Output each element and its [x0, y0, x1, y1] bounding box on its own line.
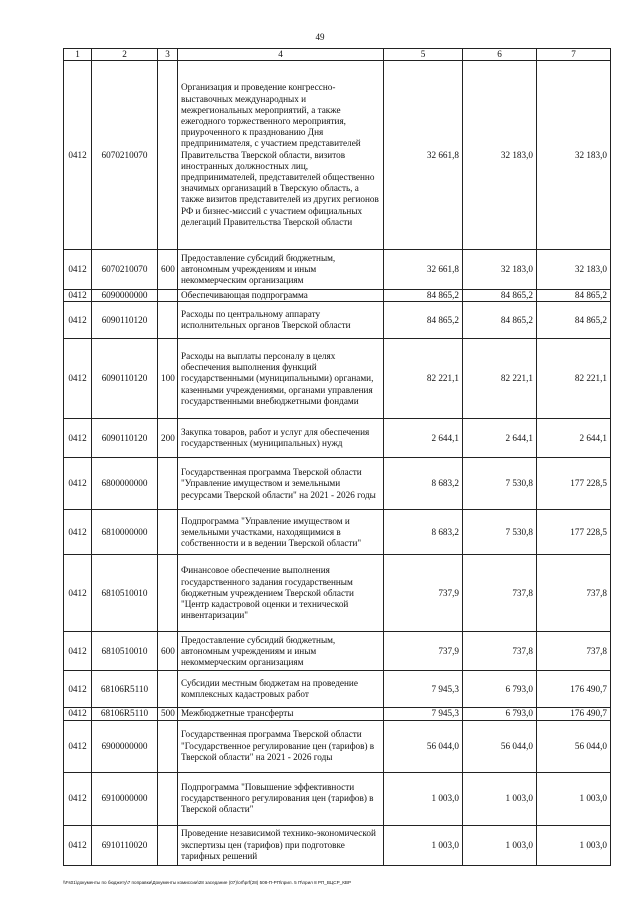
item-name: Межбюджетные трансферты: [178, 708, 384, 720]
item-name: Финансовое обеспечение выполнения государственного задания государственным бюджетным учреждением Тверской области "Центр кадастровой оценки и технической инвентаризации": [178, 555, 384, 632]
column-header: 7: [537, 49, 611, 61]
amount-col5: 8 683,2: [384, 458, 463, 510]
amount-col6: 7 530,8: [463, 458, 537, 510]
section-code: 0412: [64, 302, 92, 339]
column-header: 2: [92, 49, 158, 61]
table-row: [64, 302, 611, 339]
expense-type-code: 200: [158, 419, 178, 458]
amount-col6: 32 183,0: [463, 61, 537, 250]
item-name: Обеспечивающая подпрограмма: [178, 290, 384, 302]
column-header: 5: [384, 49, 463, 61]
amount-col6: 737,8: [463, 555, 537, 632]
table-row: [64, 671, 611, 708]
amount-col7: 737,8: [537, 632, 611, 671]
table-row: [64, 555, 611, 632]
table-row: [64, 708, 611, 720]
amount-col6: 6 793,0: [463, 671, 537, 708]
amount-col5: 8 683,2: [384, 510, 463, 555]
section-code: 0412: [64, 61, 92, 250]
table-row: [64, 419, 611, 458]
item-name: Организация и проведение конгрессно-выставочных международных и межрегиональных мероприятий, а также ежегодного торжественного мероприятия, приуроченного к празднованию Дня предпринимателя, с участием представителей Правительства Тверской области, визитов иностранных должностных лиц, предпринимателей, представителей общественно значимых организаций в Тверскую область, а также визитов представителей из других регионов РФ и бизнес-миссий с участием официальных делегаций Правительства Тверской области: [178, 61, 384, 250]
amount-col5: 84 865,2: [384, 302, 463, 339]
amount-col7: 2 644,1: [537, 419, 611, 458]
amount-col5: 1 003,0: [384, 825, 463, 865]
table-row: [64, 825, 611, 865]
column-header: 3: [158, 49, 178, 61]
target-article-code: 6810510010: [92, 555, 158, 632]
expense-type-code: [158, 825, 178, 865]
target-article-code: 6900000000: [92, 720, 158, 772]
section-code: 0412: [64, 510, 92, 555]
section-code: 0412: [64, 772, 92, 825]
target-article-code: 68106R5110: [92, 708, 158, 720]
table-row: [64, 250, 611, 290]
section-code: 0412: [64, 458, 92, 510]
expense-type-code: 600: [158, 632, 178, 671]
amount-col5: 7 945,3: [384, 708, 463, 720]
column-header: 4: [178, 49, 384, 61]
item-name: Предоставление субсидий бюджетным, автономным учреждениям и иным некоммерческим организациям: [178, 250, 384, 290]
amount-col5: 7 945,3: [384, 671, 463, 708]
amount-col6: 6 793,0: [463, 708, 537, 720]
target-article-code: 6800000000: [92, 458, 158, 510]
expense-type-code: 500: [158, 708, 178, 720]
table-row: [64, 61, 611, 250]
amount-col6: 84 865,2: [463, 302, 537, 339]
budget-table: [63, 48, 611, 866]
item-name: Предоставление субсидий бюджетным, автономным учреждениям и иным некоммерческим организациям: [178, 632, 384, 671]
expense-type-code: [158, 555, 178, 632]
file-path-footer: \\Fs01\документы по бюджету\7 поправки\Документы комиссии\28 заседание (07)\orf\prf(28) 508-П-РП\прил. 5 П\прил 8 РП_ВЦСР_КВР: [63, 880, 352, 885]
amount-col7: 1 003,0: [537, 772, 611, 825]
target-article-code: 6070210070: [92, 61, 158, 250]
expense-type-code: [158, 290, 178, 302]
amount-col6: 1 003,0: [463, 772, 537, 825]
target-article-code: 6910110020: [92, 825, 158, 865]
section-code: 0412: [64, 671, 92, 708]
section-code: 0412: [64, 339, 92, 419]
amount-col5: 82 221,1: [384, 339, 463, 419]
amount-col5: 2 644,1: [384, 419, 463, 458]
expense-type-code: [158, 772, 178, 825]
column-header: 1: [64, 49, 92, 61]
item-name: Проведение независимой технико-экономической экспертизы цен (тарифов) при подготовке тарифных решений: [178, 825, 384, 865]
section-code: 0412: [64, 290, 92, 302]
expense-type-code: [158, 671, 178, 708]
amount-col6: 82 221,1: [463, 339, 537, 419]
amount-col5: 56 044,0: [384, 720, 463, 772]
expense-type-code: [158, 61, 178, 250]
amount-col7: 1 003,0: [537, 825, 611, 865]
target-article-code: 6090110120: [92, 302, 158, 339]
amount-col5: 737,9: [384, 632, 463, 671]
item-name: Подпрограмма "Управление имуществом и земельными участками, находящимися в собственности и в ведении Тверской области": [178, 510, 384, 555]
amount-col7: 177 228,5: [537, 510, 611, 555]
item-name: Расходы по центральному аппарату исполнительных органов Тверской области: [178, 302, 384, 339]
expense-type-code: [158, 510, 178, 555]
target-article-code: 6070210070: [92, 250, 158, 290]
table-row: [64, 720, 611, 772]
amount-col5: 1 003,0: [384, 772, 463, 825]
item-name: Расходы на выплаты персоналу в целях обеспечения выполнения функций государственными (муниципальными) органами, казенными учреждениями, органами управления государственными внебюджетными фондами: [178, 339, 384, 419]
item-name: Государственная программа Тверской области "Государственное регулирование цен (тарифов) в Тверской области" на 2021 - 2026 годы: [178, 720, 384, 772]
section-code: 0412: [64, 555, 92, 632]
amount-col6: 737,8: [463, 632, 537, 671]
table-row: [64, 339, 611, 419]
table-row: [64, 290, 611, 302]
target-article-code: 6810510010: [92, 632, 158, 671]
expense-type-code: [158, 458, 178, 510]
amount-col5: 737,9: [384, 555, 463, 632]
amount-col7: 176 490,7: [537, 671, 611, 708]
section-code: 0412: [64, 825, 92, 865]
column-header: 6: [463, 49, 537, 61]
section-code: 0412: [64, 250, 92, 290]
amount-col6: 84 865,2: [463, 290, 537, 302]
amount-col7: 82 221,1: [537, 339, 611, 419]
target-article-code: 68106R5110: [92, 671, 158, 708]
section-code: 0412: [64, 708, 92, 720]
amount-col6: 7 530,8: [463, 510, 537, 555]
target-article-code: 6910000000: [92, 772, 158, 825]
section-code: 0412: [64, 720, 92, 772]
expense-type-code: [158, 302, 178, 339]
amount-col7: 84 865,2: [537, 302, 611, 339]
table-row: [64, 510, 611, 555]
target-article-code: 6090110120: [92, 419, 158, 458]
amount-col7: 737,8: [537, 555, 611, 632]
item-name: Закупка товаров, работ и услуг для обеспечения государственных (муниципальных) нужд: [178, 419, 384, 458]
amount-col5: 32 661,8: [384, 61, 463, 250]
expense-type-code: 100: [158, 339, 178, 419]
table-row: [64, 772, 611, 825]
expense-type-code: 600: [158, 250, 178, 290]
amount-col7: 177 228,5: [537, 458, 611, 510]
target-article-code: 6090000000: [92, 290, 158, 302]
table-row: [64, 632, 611, 671]
target-article-code: 6090110120: [92, 339, 158, 419]
header-row: [64, 49, 611, 61]
amount-col5: 84 865,2: [384, 290, 463, 302]
amount-col7: 176 490,7: [537, 708, 611, 720]
table-row: [64, 458, 611, 510]
amount-col6: 32 183,0: [463, 250, 537, 290]
amount-col6: 1 003,0: [463, 825, 537, 865]
section-code: 0412: [64, 419, 92, 458]
target-article-code: 6810000000: [92, 510, 158, 555]
amount-col6: 56 044,0: [463, 720, 537, 772]
item-name: Субсидии местным бюджетам на проведение комплексных кадастровых работ: [178, 671, 384, 708]
amount-col7: 32 183,0: [537, 250, 611, 290]
page-number: 49: [315, 32, 325, 42]
amount-col7: 84 865,2: [537, 290, 611, 302]
item-name: Подпрограмма "Повышение эффективности государственного регулирования цен (тарифов) в Тверской области": [178, 772, 384, 825]
amount-col7: 56 044,0: [537, 720, 611, 772]
section-code: 0412: [64, 632, 92, 671]
amount-col5: 32 661,8: [384, 250, 463, 290]
amount-col6: 2 644,1: [463, 419, 537, 458]
item-name: Государственная программа Тверской области "Управление имуществом и земельными ресурсами Тверской области" на 2021 - 2026 годы: [178, 458, 384, 510]
expense-type-code: [158, 720, 178, 772]
amount-col7: 32 183,0: [537, 61, 611, 250]
